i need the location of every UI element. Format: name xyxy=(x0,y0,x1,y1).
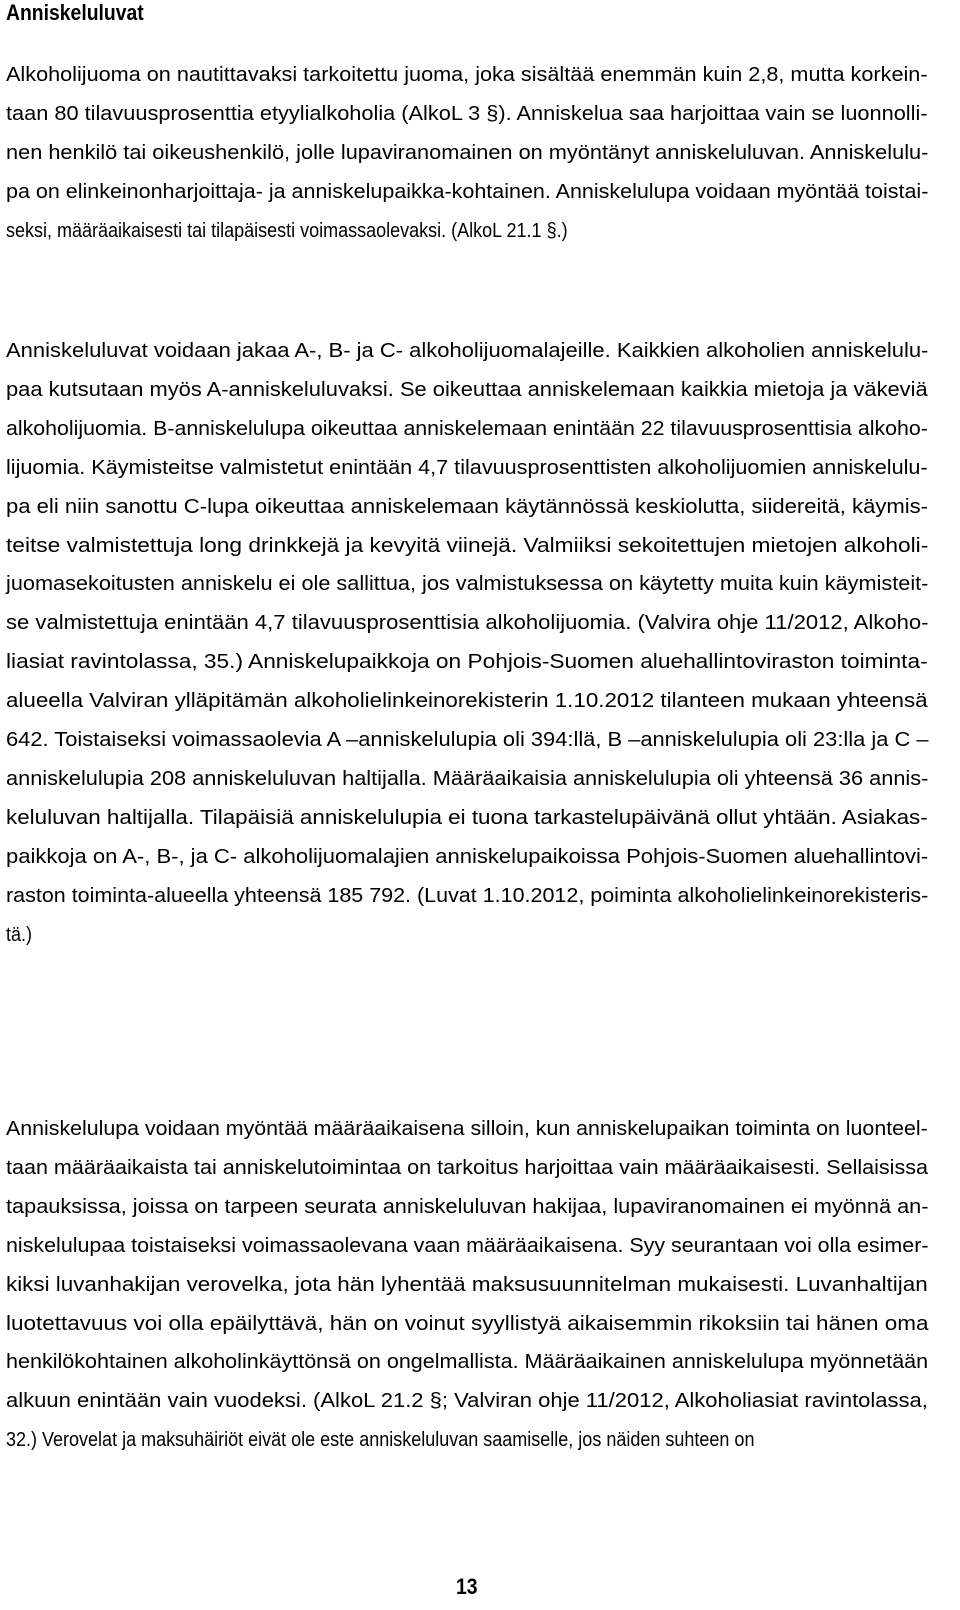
text-line: seksi, määräaikaisesti tai tilapäisesti voimassaolevaksi. (AlkoL 21.1 §.) xyxy=(6,219,568,242)
text-line: liasiat ravintolassa, 35.) Anniskelupaikkoja on Pohjois-Suomen aluehallintoviraston toiminta- xyxy=(6,651,928,674)
text-line: nen henkilö tai oikeushenkilö, jolle lupaviranomainen on myöntänyt anniskeluluvan. Anniskelulu- xyxy=(6,141,929,164)
text-line: alkuun enintään vain vuodeksi. (AlkoL 21.2 §; Valviran ohje 11/2012, Alkoholiasiat ravintolassa, xyxy=(6,1390,928,1413)
text-line: keluluvan haltijalla. Tilapäisiä anniskelulupia ei tuona tarkastelupäivänä ollut yhtään. Asiakas- xyxy=(6,806,928,829)
text-line: taan määräaikaista tai anniskelutoimintaa on tarkoitus harjoittaa vain määräaikaisesti. Sellaisissa xyxy=(6,1156,928,1179)
text-line: tä.) xyxy=(6,923,33,946)
text-line: raston toiminta-alueella yhteensä 185 792. (Luvat 1.10.2012, poiminta alkoholielinkeinorekisteris- xyxy=(6,884,929,907)
text-line: Anniskeluluvat voidaan jakaa A-, B- ja C- alkoholijuomalajeille. Kaikkien alkoholien anniskelulu- xyxy=(6,340,929,362)
text-line: henkilökohtainen alkoholinkäyttönsä on ongelmallista. Määräaikainen anniskelulupa myönnetään xyxy=(6,1351,929,1374)
page-number: 13 xyxy=(456,1574,478,1599)
text-line: taan 80 tilavuusprosenttia etyylialkoholia (AlkoL 3 §). Anniskelua saa harjoittaa vain se luonnolli- xyxy=(6,102,928,125)
text-line: alueella Valviran ylläpitämän alkoholielinkeinorekisterin 1.10.2012 tilanteen mukaan yhteensä xyxy=(6,690,928,713)
section-heading: Anniskeluluvat xyxy=(6,0,144,25)
text-line: kiksi luvanhakijan verovelka, jota hän lyhentää maksusuunnitelman mukaisesti. Luvanhaltijan xyxy=(6,1273,928,1296)
text-line: anniskelulupia 208 anniskeluluvan haltijalla. Määräaikaisia anniskelulupia oli yhteensä 36 annis- xyxy=(6,767,929,790)
text-line: lijuomia. Käymisteitse valmistetut enintään 4,7 tilavuusprosenttisten alkoholijuomien anniskelulu- xyxy=(6,456,928,479)
text-line: teitse valmistettuja long drinkkejä ja kevyitä viinejä. Valmiiksi sekoitettujen mietojen alkoholi- xyxy=(6,534,929,557)
text-line: Anniskelulupa voidaan myöntää määräaikaisena silloin, kun anniskelupaikan toiminta on luonteel- xyxy=(6,1118,928,1140)
text-line: pa on elinkeinonharjoittaja- ja anniskelupaikka-kohtainen. Anniskelulupa voidaan myöntää toistai- xyxy=(6,180,929,203)
text-line: niskelulupaa toistaiseksi voimassaolevana vaan määräaikaisena. Syy seurantaan voi olla esimer- xyxy=(6,1234,929,1257)
text-line: paa kutsutaan myös A-anniskeluluvaksi. Se oikeuttaa anniskelemaan kaikkia mietoja ja väkeviä xyxy=(6,378,928,401)
text-line: Alkoholijuoma on nautittavaksi tarkoitettu juoma, joka sisältää enemmän kuin 2,8, mutta korkein- xyxy=(6,64,928,86)
text-line: tapauksissa, joissa on tarpeen seurata anniskeluluvan hakijaa, lupaviranomainen ei myönnä an- xyxy=(6,1195,929,1218)
text-line: paikkoja on A-, B-, ja C- alkoholijuomalajien anniskelupaikoissa Pohjois-Suomen aluehallintovi- xyxy=(6,845,929,868)
text-line: alkoholijuomia. B-anniskelulupa oikeuttaa anniskelemaan enintään 22 tilavuusprosenttisia alkoho- xyxy=(6,417,928,440)
text-line: pa eli niin sanottu C-lupa oikeuttaa anniskelemaan käytännössä keskiolutta, siidereitä, käymis- xyxy=(6,495,929,518)
text-line: 642. Toistaiseksi voimassaolevia A –anniskelulupia oli 394:llä, B –anniskelulupia oli 23:lla ja C – xyxy=(6,729,929,751)
text-line: se valmistettuja enintään 4,7 tilavuusprosenttisia alkoholijuomia. (Valvira ohje 11/2012, Alkoho- xyxy=(6,612,929,635)
text-line: juomasekoitusten anniskelu ei ole sallittua, jos valmistuksessa on käytetty muita kuin käymisteit- xyxy=(6,573,929,596)
text-line: 32.) Verovelat ja maksuhäiriöt eivät ole este anniskeluluvan saamiselle, jos näiden suhteen on xyxy=(6,1429,755,1452)
text-line: luotettavuus voi olla epäilyttävä, hän on voinut syyllistyä aikaisemmin rikoksiin tai hänen oma xyxy=(6,1312,929,1335)
